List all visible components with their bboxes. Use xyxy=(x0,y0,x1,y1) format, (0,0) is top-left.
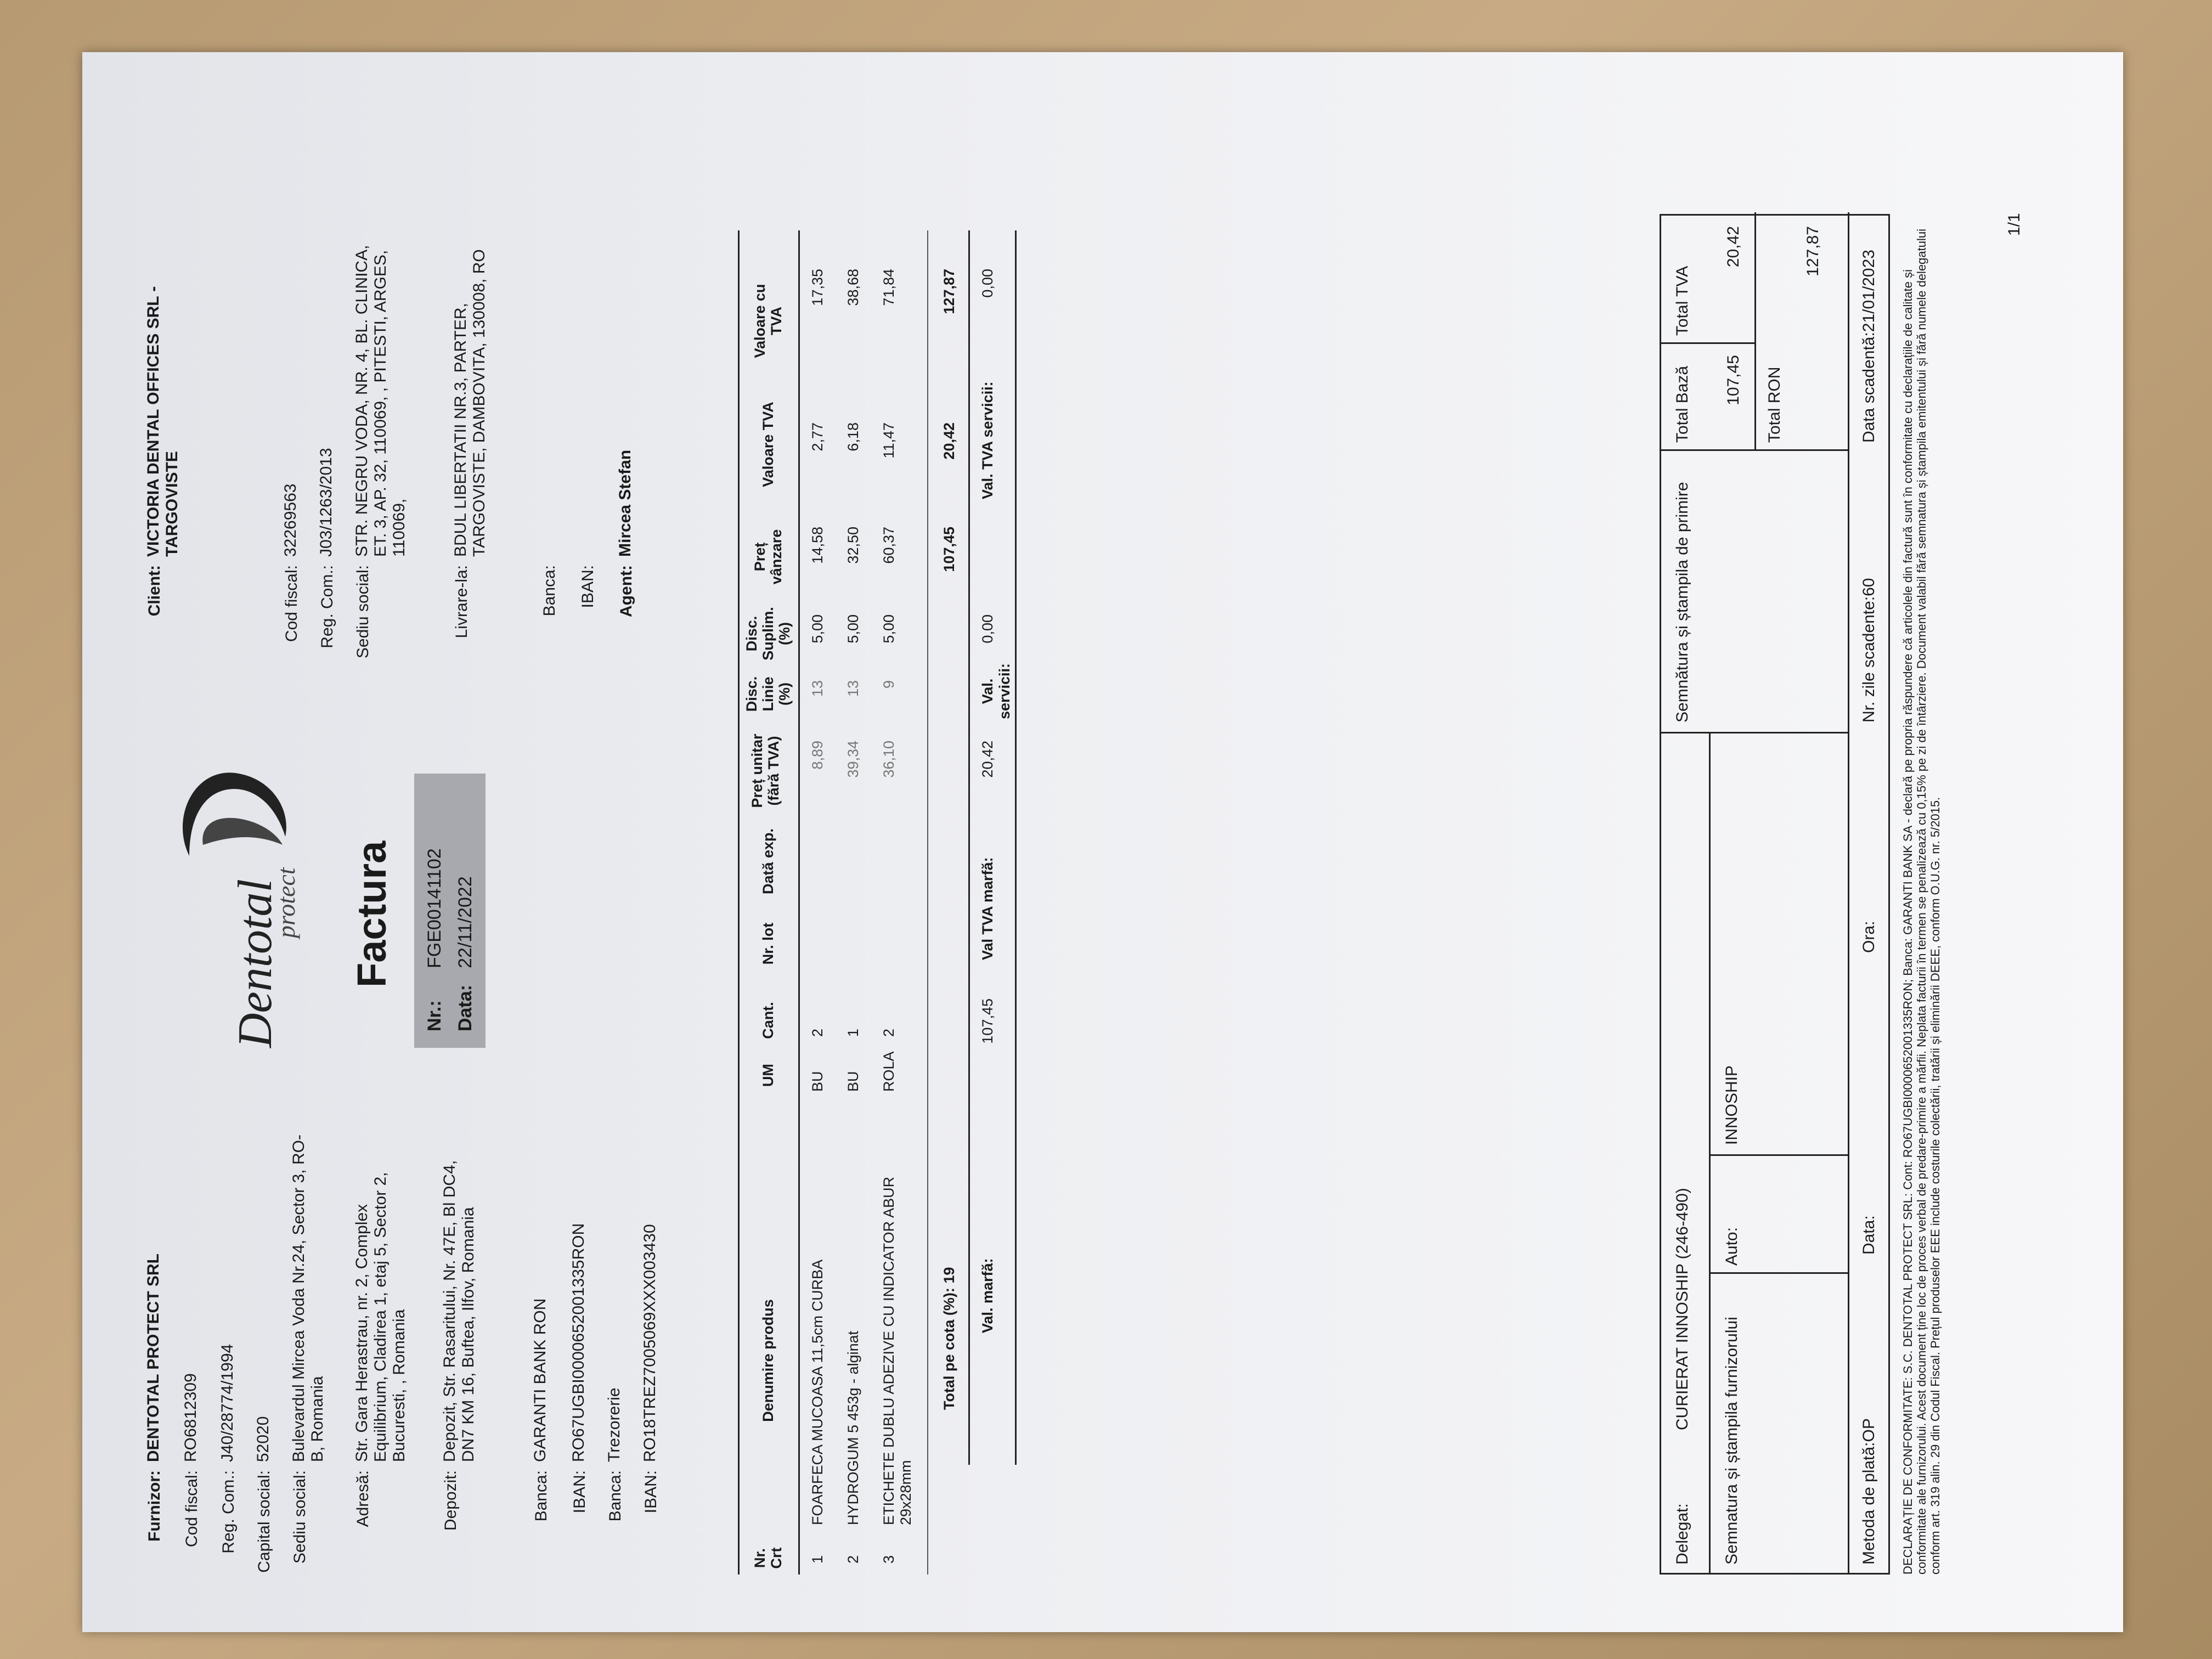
supplier-adresa: Str. Gara Herastrau, nr. 2, Complex Equilibrium, Cladirea 1, etaj 5, Sector 2, Bucuresti, , Romania xyxy=(353,1172,408,1462)
client-cod-fiscal: 32269563 xyxy=(281,483,300,557)
total-ron-label: Total RON xyxy=(1765,366,1784,443)
table-row-nr: 3 xyxy=(881,1555,897,1564)
data-scadenta: Data scadentă:21/01/2023 xyxy=(1860,250,1878,443)
delegat-value: CURIERAT INNOSHIP (246-490) xyxy=(1673,1188,1691,1430)
client-row-label: Sediu social: xyxy=(354,565,372,659)
table-row-disc-line: 13 xyxy=(845,680,861,697)
supplier-label: Depozit: xyxy=(442,1470,460,1531)
table-row-total: 17,35 xyxy=(809,269,826,306)
delegat-label: Delegat: xyxy=(1673,1503,1691,1565)
table-row-um: BU xyxy=(845,1071,861,1092)
table-row-price: 36,10 xyxy=(881,741,897,778)
invoice-document xyxy=(101,88,2104,1596)
client-row-label: Reg. Com.: xyxy=(318,565,336,648)
table-row-disc-line: 9 xyxy=(881,680,897,689)
table-row-name: ETICHETE DUBLU ADEZIVE CU INDICATOR ABUR 29x28mm xyxy=(881,1176,914,1525)
table-row-vat: 11,47 xyxy=(881,422,897,459)
supplier-label: Capital social: xyxy=(255,1470,273,1573)
logo-word: Dentotal xyxy=(229,879,282,1048)
invoice-title: Factura xyxy=(349,840,394,988)
supplier-sediu: Bulevardul Mircea Voda Nr.24, Sector 3, RO-B, Romania xyxy=(290,1135,326,1462)
table-row-sale: 14,58 xyxy=(809,527,826,564)
client-row-label: Banca: xyxy=(540,565,558,617)
table-row-disc-line: 13 xyxy=(809,680,826,697)
client-row-label: Cod fiscal: xyxy=(283,565,301,642)
client-row-label: IBAN: xyxy=(579,565,597,608)
table-row-price: 39,34 xyxy=(845,741,861,778)
col-header: UM xyxy=(760,1064,776,1087)
total-tva: 20,42 xyxy=(1724,226,1742,268)
auto-value: INNOSHIP xyxy=(1723,1065,1741,1145)
table-row-um: BU xyxy=(809,1071,826,1092)
totals-sale: 107,45 xyxy=(941,527,957,572)
table-row-um: ROLA xyxy=(881,1051,897,1092)
table-row-price: 8,89 xyxy=(809,741,826,770)
table-row-name: HYDROGUM 5 453g - alginat xyxy=(845,1330,861,1525)
logo-sub: protect xyxy=(272,867,300,938)
col-header: Preț unitar (fără TVA) xyxy=(749,733,782,808)
footer-box xyxy=(1660,214,1890,1575)
table-row-total: 71,84 xyxy=(881,269,897,306)
paper-sheet xyxy=(82,52,2123,1632)
signature-receiver-label: Semnătura și ștampila de primire xyxy=(1673,482,1691,723)
col-header: Valoare TVA xyxy=(760,402,776,487)
supplier-label: Banca: xyxy=(606,1470,624,1522)
table-row-sale: 60,37 xyxy=(881,527,897,564)
supplier-banca-2: Trezorerie xyxy=(605,1387,623,1462)
table-row-qty: 1 xyxy=(845,1028,861,1037)
col-header: Nr. lot xyxy=(760,922,776,965)
val-tva-marfa-label: Val TVA marfă: xyxy=(979,857,996,960)
supplier-label: Cod fiscal: xyxy=(183,1470,201,1548)
supplier-label: IBAN: xyxy=(642,1470,660,1514)
invoice-date: 22/11/2022 xyxy=(455,876,476,968)
table-row-qty: 2 xyxy=(881,1028,897,1037)
invoice-date-label: Data: xyxy=(455,984,476,1031)
client-label: Client: xyxy=(145,565,163,617)
supplier-label: Sediu social: xyxy=(291,1470,309,1564)
total-baza-label: Total Bază xyxy=(1673,365,1691,443)
metoda-plata: Metoda de plată:OP xyxy=(1860,1418,1878,1565)
val-marfa-label: Val. marfă: xyxy=(979,1258,996,1333)
client-name: VICTORIA DENTAL OFFICES SRL - TARGOVISTE xyxy=(144,286,181,557)
totals-label: Total pe cota (%): 19 xyxy=(941,1267,957,1410)
totals-vat: 20,42 xyxy=(941,422,957,460)
col-header: Nr. Crt xyxy=(752,1547,785,1569)
table-row-sale: 32,50 xyxy=(845,527,861,564)
col-header: Disc. Linie (%) xyxy=(743,676,793,712)
data-label: Data: xyxy=(1860,1215,1878,1255)
supplier-capital: 52020 xyxy=(254,1416,272,1462)
supplier-name: DENTOTAL PROTECT SRL xyxy=(144,1253,162,1462)
col-header: Valoare cu TVA xyxy=(752,284,785,358)
client-livrare: BDUL LIBERTATII NR.3, PARTER, TARGOVISTE, DAMBOVITA, 130008, RO xyxy=(452,249,488,557)
total-baza: 107,45 xyxy=(1724,355,1742,405)
table-row-total: 38,68 xyxy=(845,269,861,306)
client-row-label: Livrare-la: xyxy=(453,565,471,639)
supplier-label: Adresă: xyxy=(354,1470,372,1527)
signature-supplier-label: Semnatura și ștampila furnizorului xyxy=(1723,1317,1741,1565)
val-servicii-label: Val. servicii: xyxy=(979,663,1013,720)
val-servicii: 0,00 xyxy=(979,614,996,644)
zile-scadente: Nr. zile scadente:60 xyxy=(1860,578,1878,723)
client-reg-com: J03/1263/2013 xyxy=(317,448,335,557)
invoice-number-box xyxy=(414,774,486,1048)
val-tva-servicii-label: Val. TVA servicii: xyxy=(979,381,996,499)
client-sediu: STR. NEGRU VODA, NR. 4, BL. CLINICA, ET. 3, AP. 32, 110069, , PITESTI, ARGES, 110069, xyxy=(353,245,408,557)
col-header: Cant. xyxy=(760,1002,776,1039)
table-row-nr: 2 xyxy=(845,1555,861,1564)
val-tva-marfa: 20,42 xyxy=(979,741,996,778)
table-row-qty: 2 xyxy=(809,1028,826,1037)
supplier-depozit: Depozit, Str. Rasaritului, Nr. 47E, Bl DC4, DN7 KM 16, Buftea, Ilfov, Romania xyxy=(441,1160,477,1462)
agent-label: Agent: xyxy=(617,565,635,617)
supplier-iban: RO67UGBI0000652001335RON xyxy=(569,1223,588,1462)
table-row-nr: 1 xyxy=(809,1555,826,1564)
dentotal-logo xyxy=(173,741,315,1048)
supplier-label: Banca: xyxy=(532,1470,550,1522)
ora-label: Ora: xyxy=(1860,921,1878,953)
supplier-cod-fiscal: RO6812309 xyxy=(182,1373,200,1462)
total-ron: 127,87 xyxy=(1804,226,1822,276)
table-row-disc-sup: 5,00 xyxy=(881,614,897,644)
furnizor-label: Furnizor: xyxy=(145,1470,163,1542)
table-row-disc-sup: 5,00 xyxy=(809,614,826,644)
auto-label: Auto: xyxy=(1723,1227,1741,1266)
col-header: Dată exp. xyxy=(760,828,776,895)
supplier-banca: GARANTI BANK RON xyxy=(531,1298,549,1462)
val-tva-servicii: 0,00 xyxy=(979,269,996,298)
val-marfa: 107,45 xyxy=(979,998,996,1044)
supplier-label: IBAN: xyxy=(571,1470,589,1514)
table-row-vat: 2,77 xyxy=(809,422,826,452)
col-header: Denumire produs xyxy=(760,1299,776,1422)
invoice-nr: FGE00141102 xyxy=(424,848,445,968)
supplier-iban-2: RO18TREZ7005069XXX003430 xyxy=(641,1224,659,1462)
col-header: Disc. Suplim. (%) xyxy=(743,607,793,661)
totals-total: 127,87 xyxy=(941,269,957,314)
supplier-label: Reg. Com.: xyxy=(219,1470,238,1554)
logo-mark-icon xyxy=(173,763,294,867)
page-number: 1/1 xyxy=(2005,213,2023,236)
table-row-name: FOARFECA MUCOASA 11,5cm CURBA xyxy=(809,1259,826,1525)
invoice-nr-label: Nr.: xyxy=(424,1000,445,1031)
conformity-declaration: DECLARAȚIE DE CONFORMITATE: S.C. DENTOTAL PROTECT SRL: Cont: RO67UGBI0000652001335RON; Banca: GARANTI BANK SA - declară pe propria răspundere că articolele din factură sunt în conformitate cu declarațiile de calitate și conformitate ale furnizorului. Acest document ține loc de proces verbal de predare-primire a mărfii. Neplata facturii în termen se penalizează cu 0,15% pe zi de întârziere. Document valabil fără semnatura și ștampila emitentului și fără numele delegatului conform art. 319 alin. 29 din Codul Fiscal. Prețul produselor EEE include costurile colectării, tratării și eliminării DEEE, conform O.U.G. nr. 5/2015. xyxy=(1901,228,1942,1575)
supplier-reg-com: J40/28774/1994 xyxy=(218,1344,236,1462)
table-row-disc-sup: 5,00 xyxy=(845,614,861,644)
table-row-vat: 6,18 xyxy=(845,422,861,452)
col-header: Preț vânzare xyxy=(752,529,785,585)
agent-name: Mircea Stefan xyxy=(616,449,634,557)
total-tva-label: Total TVA xyxy=(1673,266,1691,336)
